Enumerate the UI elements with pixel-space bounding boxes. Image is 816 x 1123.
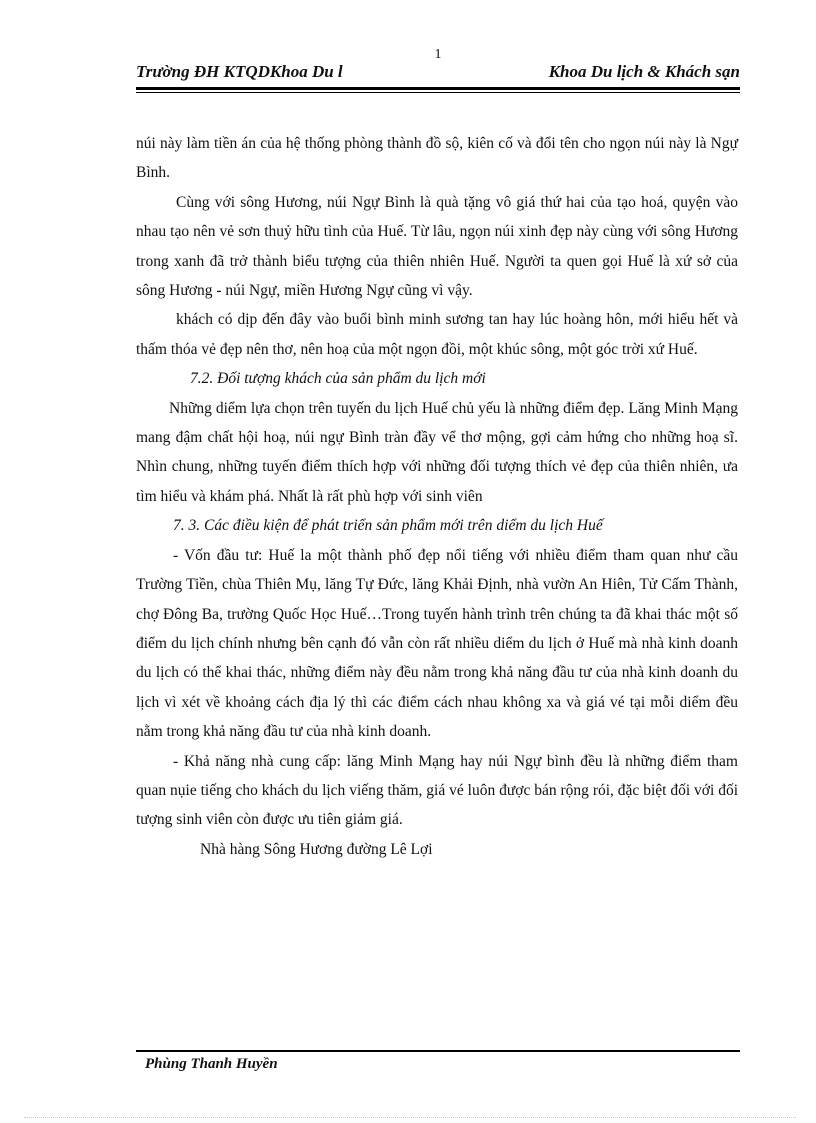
document-body	[136, 129, 738, 864]
page-header	[136, 62, 740, 84]
page-edge-divider	[24, 1117, 796, 1118]
paragraph: khách có dịp đến đây vào buổi bình minh sương tan hay lúc hoàng hôn, mới hiểu hết và thấm thóa vẻ đẹp nên thơ, nên hoạ của một ngọn đồi, một khúc sông, một góc trời xứ Huế.	[136, 311, 738, 358]
paragraph: - Khả năng nhà cung cấp: lăng Minh Mạng hay núi Ngự bình đều là những điểm tham quan nụie tiếng cho khách du lịch viếng thăm, giá vé luôn được bán rộng rói, đặc biệt đối với đối tượng sinh viên còn được ưu tiên giảm giá.	[136, 752, 738, 829]
paragraph: - Vốn đầu tư: Huế la một thành phố đẹp nổi tiếng với nhiều điểm tham quan như cầu Trường Tiền, chùa Thiên Mụ, lăng Tự Đức, lăng Khải Định, nhà vườn An Hiên, Tử Cấm Thành, chợ Đông Ba, trường Quốc Học Huế…Trong tuyến hành trình trên chúng ta đã khai thác một số điểm du lịch chính nhưng bên cạnh đó vẫn còn rất nhiều diểm du lịch ở Huế mà nhà kinh doanh du lịch có thể khai thác, những điểm này đều nằm trong khả năng đầu tư của nhà kinh doanh du lịch vì xét về khoảng cách địa lý thì các điểm cách nhau không xa và giá vé tại mỗi diểm đều nằm trong khả năng đầu tư của nhà kinh doanh.	[136, 546, 738, 741]
header-rule-thin	[136, 92, 740, 93]
header-rule	[136, 87, 740, 90]
paragraph: Cùng với sông Hương, núi Ngự Bình là quà tặng vô giá thứ hai của tạo hoá, quyện vào nhau tạo nên vẻ sơn thuỷ hữu tình của Huế. Từ lâu, ngọn núi xinh đẹp này cùng với sông Hương trong xanh đã trở thành biểu tượng của thiên nhiên Huế. Người ta quen gọi Huế là xứ sở của sông Hương - núi Ngự, miền Hương Ngự cũng vì vậy.	[136, 193, 738, 300]
header-left-text: Trường ĐH KTQDKhoa Du l	[136, 62, 343, 81]
footer-rule	[136, 1050, 740, 1052]
footer-author: Phùng Thanh Huyền	[145, 1056, 278, 1072]
header-right-text: Khoa Du lịch & Khách sạn	[548, 62, 740, 81]
paragraph: Nhà hàng Sông Hương đường Lê Lợi	[200, 840, 433, 858]
section-heading: 7.2. Đối tượng khách của sản phẩm du lịch mới	[190, 370, 486, 388]
page-number: 1	[434, 47, 442, 62]
paragraph: núi này làm tiền án của hệ thống phòng thành đồ sộ, kiên cố và đổi tên cho ngọn núi này là Ngự Bình.	[136, 135, 738, 182]
section-heading: 7. 3. Các điều kiện để phát triển sản phẩm mới trên diểm du lịch Huế	[173, 517, 603, 535]
paragraph: Những diểm lựa chọn trên tuyến du lịch Huế chủ yếu là những điểm đẹp. Lăng Minh Mạng mang đậm chất hội hoạ, núi ngự Bình tràn đầy vể thơ mộng, gợi cảm hứng cho những hoạ sĩ. Nhìn chung, những tuyến điểm thích hợp với những đối tượng thích vẻ đẹp của thiên nhiên, ưa tìm hiểu và khám phá. Nhất là rất phù hợp với sinh viên	[136, 399, 738, 505]
